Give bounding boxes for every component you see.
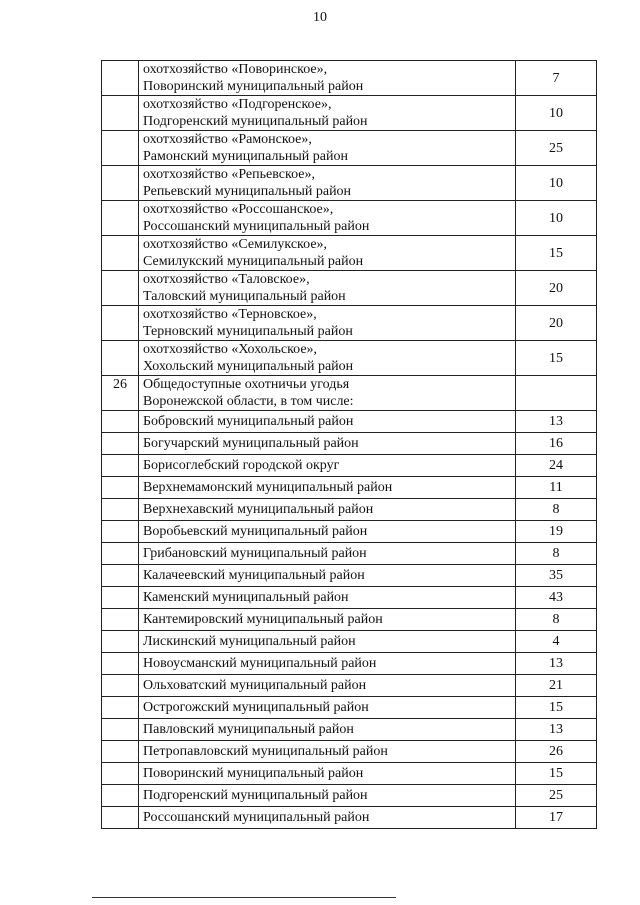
value-cell: 43 bbox=[516, 587, 597, 609]
value-cell: 15 bbox=[516, 341, 597, 376]
hunting-grounds-table bbox=[101, 60, 597, 829]
value-cell: 20 bbox=[516, 271, 597, 306]
table-row bbox=[102, 697, 597, 719]
table-row bbox=[102, 587, 597, 609]
row-number-cell bbox=[102, 521, 139, 543]
row-number-cell bbox=[102, 609, 139, 631]
table-row bbox=[102, 96, 597, 131]
row-number-cell bbox=[102, 477, 139, 499]
table-row bbox=[102, 521, 597, 543]
value-cell: 13 bbox=[516, 653, 597, 675]
row-number-cell bbox=[102, 236, 139, 271]
table-row bbox=[102, 166, 597, 201]
name-cell: Борисоглебский городской округ bbox=[139, 455, 516, 477]
value-cell: 4 bbox=[516, 631, 597, 653]
name-cell: Лискинский муниципальный район bbox=[139, 631, 516, 653]
name-cell: охотхозяйство «Подгоренское», Подгоренский муниципальный район bbox=[139, 96, 516, 131]
value-cell: 15 bbox=[516, 763, 597, 785]
value-cell: 10 bbox=[516, 96, 597, 131]
table-row bbox=[102, 719, 597, 741]
name-cell: охотхозяйство «Семилукское», Семилукский муниципальный район bbox=[139, 236, 516, 271]
name-cell: Острогожский муниципальный район bbox=[139, 697, 516, 719]
table-row bbox=[102, 785, 597, 807]
footnote-divider bbox=[92, 897, 396, 898]
name-cell: Поворинский муниципальный район bbox=[139, 763, 516, 785]
name-cell: Кантемировский муниципальный район bbox=[139, 609, 516, 631]
table-row bbox=[102, 341, 597, 376]
row-number-cell bbox=[102, 433, 139, 455]
row-number-cell bbox=[102, 807, 139, 829]
value-cell: 24 bbox=[516, 455, 597, 477]
value-cell: 13 bbox=[516, 411, 597, 433]
value-cell: 8 bbox=[516, 609, 597, 631]
value-cell: 7 bbox=[516, 61, 597, 96]
value-cell: 25 bbox=[516, 785, 597, 807]
table-row bbox=[102, 741, 597, 763]
value-cell: 16 bbox=[516, 433, 597, 455]
value-cell: 15 bbox=[516, 697, 597, 719]
name-cell: Россошанский муниципальный район bbox=[139, 807, 516, 829]
value-cell: 35 bbox=[516, 565, 597, 587]
name-cell: Калачеевский муниципальный район bbox=[139, 565, 516, 587]
table-row bbox=[102, 499, 597, 521]
row-number-cell bbox=[102, 61, 139, 96]
name-cell: охотхозяйство «Терновское», Терновский муниципальный район bbox=[139, 306, 516, 341]
value-cell: 11 bbox=[516, 477, 597, 499]
name-cell: Богучарский муниципальный район bbox=[139, 433, 516, 455]
row-number-cell bbox=[102, 499, 139, 521]
row-number-cell bbox=[102, 785, 139, 807]
page-number: 10 bbox=[313, 10, 327, 25]
row-number-cell bbox=[102, 131, 139, 166]
table-row bbox=[102, 653, 597, 675]
row-number-cell bbox=[102, 455, 139, 477]
row-number-cell bbox=[102, 763, 139, 785]
row-number-cell bbox=[102, 411, 139, 433]
name-cell: Ольховатский муниципальный район bbox=[139, 675, 516, 697]
row-number-cell bbox=[102, 741, 139, 763]
table-row bbox=[102, 477, 597, 499]
name-cell: охотхозяйство «Таловское», Таловский муниципальный район bbox=[139, 271, 516, 306]
table-row bbox=[102, 763, 597, 785]
value-cell: 8 bbox=[516, 499, 597, 521]
row-number-cell bbox=[102, 653, 139, 675]
name-cell: охотхозяйство «Поворинское», Поворинский муниципальный район bbox=[139, 61, 516, 96]
row-number-cell bbox=[102, 201, 139, 236]
name-cell: охотхозяйство «Рамонское», Рамонский муниципальный район bbox=[139, 131, 516, 166]
name-cell: Верхнемамонский муниципальный район bbox=[139, 477, 516, 499]
value-cell: 25 bbox=[516, 131, 597, 166]
value-cell: 20 bbox=[516, 306, 597, 341]
table-row bbox=[102, 631, 597, 653]
table-row bbox=[102, 433, 597, 455]
value-cell: 19 bbox=[516, 521, 597, 543]
section-number-cell: 26 bbox=[102, 376, 139, 411]
value-cell: 15 bbox=[516, 236, 597, 271]
row-number-cell bbox=[102, 96, 139, 131]
table-row bbox=[102, 306, 597, 341]
table-row bbox=[102, 61, 597, 96]
table-row bbox=[102, 543, 597, 565]
row-number-cell bbox=[102, 631, 139, 653]
row-number-cell bbox=[102, 587, 139, 609]
row-number-cell bbox=[102, 719, 139, 741]
row-number-cell bbox=[102, 166, 139, 201]
table-row bbox=[102, 131, 597, 166]
table-row bbox=[102, 609, 597, 631]
value-cell: 10 bbox=[516, 201, 597, 236]
value-cell: 10 bbox=[516, 166, 597, 201]
name-cell: охотхозяйство «Россошанское», Россошанский муниципальный район bbox=[139, 201, 516, 236]
name-cell: Верхнехавский муниципальный район bbox=[139, 499, 516, 521]
table-row bbox=[102, 807, 597, 829]
table-row bbox=[102, 236, 597, 271]
section-row bbox=[102, 376, 597, 411]
value-cell: 21 bbox=[516, 675, 597, 697]
row-number-cell bbox=[102, 697, 139, 719]
table-row bbox=[102, 455, 597, 477]
name-cell: охотхозяйство «Хохольское», Хохольский муниципальный район bbox=[139, 341, 516, 376]
value-cell: 26 bbox=[516, 741, 597, 763]
row-number-cell bbox=[102, 675, 139, 697]
table-row bbox=[102, 411, 597, 433]
table-row bbox=[102, 271, 597, 306]
name-cell: Каменский муниципальный район bbox=[139, 587, 516, 609]
section-title-cell: Общедоступные охотничьи угодья Воронежской области, в том числе: bbox=[139, 376, 516, 411]
value-cell: 8 bbox=[516, 543, 597, 565]
value-cell bbox=[516, 376, 597, 411]
name-cell: Павловский муниципальный район bbox=[139, 719, 516, 741]
table-row bbox=[102, 201, 597, 236]
row-number-cell bbox=[102, 341, 139, 376]
name-cell: охотхозяйство «Репьевское», Репьевский муниципальный район bbox=[139, 166, 516, 201]
row-number-cell bbox=[102, 271, 139, 306]
name-cell: Петропавловский муниципальный район bbox=[139, 741, 516, 763]
name-cell: Воробьевский муниципальный район bbox=[139, 521, 516, 543]
name-cell: Бобровский муниципальный район bbox=[139, 411, 516, 433]
row-number-cell bbox=[102, 306, 139, 341]
row-number-cell bbox=[102, 565, 139, 587]
table-row bbox=[102, 675, 597, 697]
name-cell: Подгоренский муниципальный район bbox=[139, 785, 516, 807]
table-row bbox=[102, 565, 597, 587]
name-cell: Грибановский муниципальный район bbox=[139, 543, 516, 565]
value-cell: 13 bbox=[516, 719, 597, 741]
row-number-cell bbox=[102, 543, 139, 565]
value-cell: 17 bbox=[516, 807, 597, 829]
name-cell: Новоусманский муниципальный район bbox=[139, 653, 516, 675]
